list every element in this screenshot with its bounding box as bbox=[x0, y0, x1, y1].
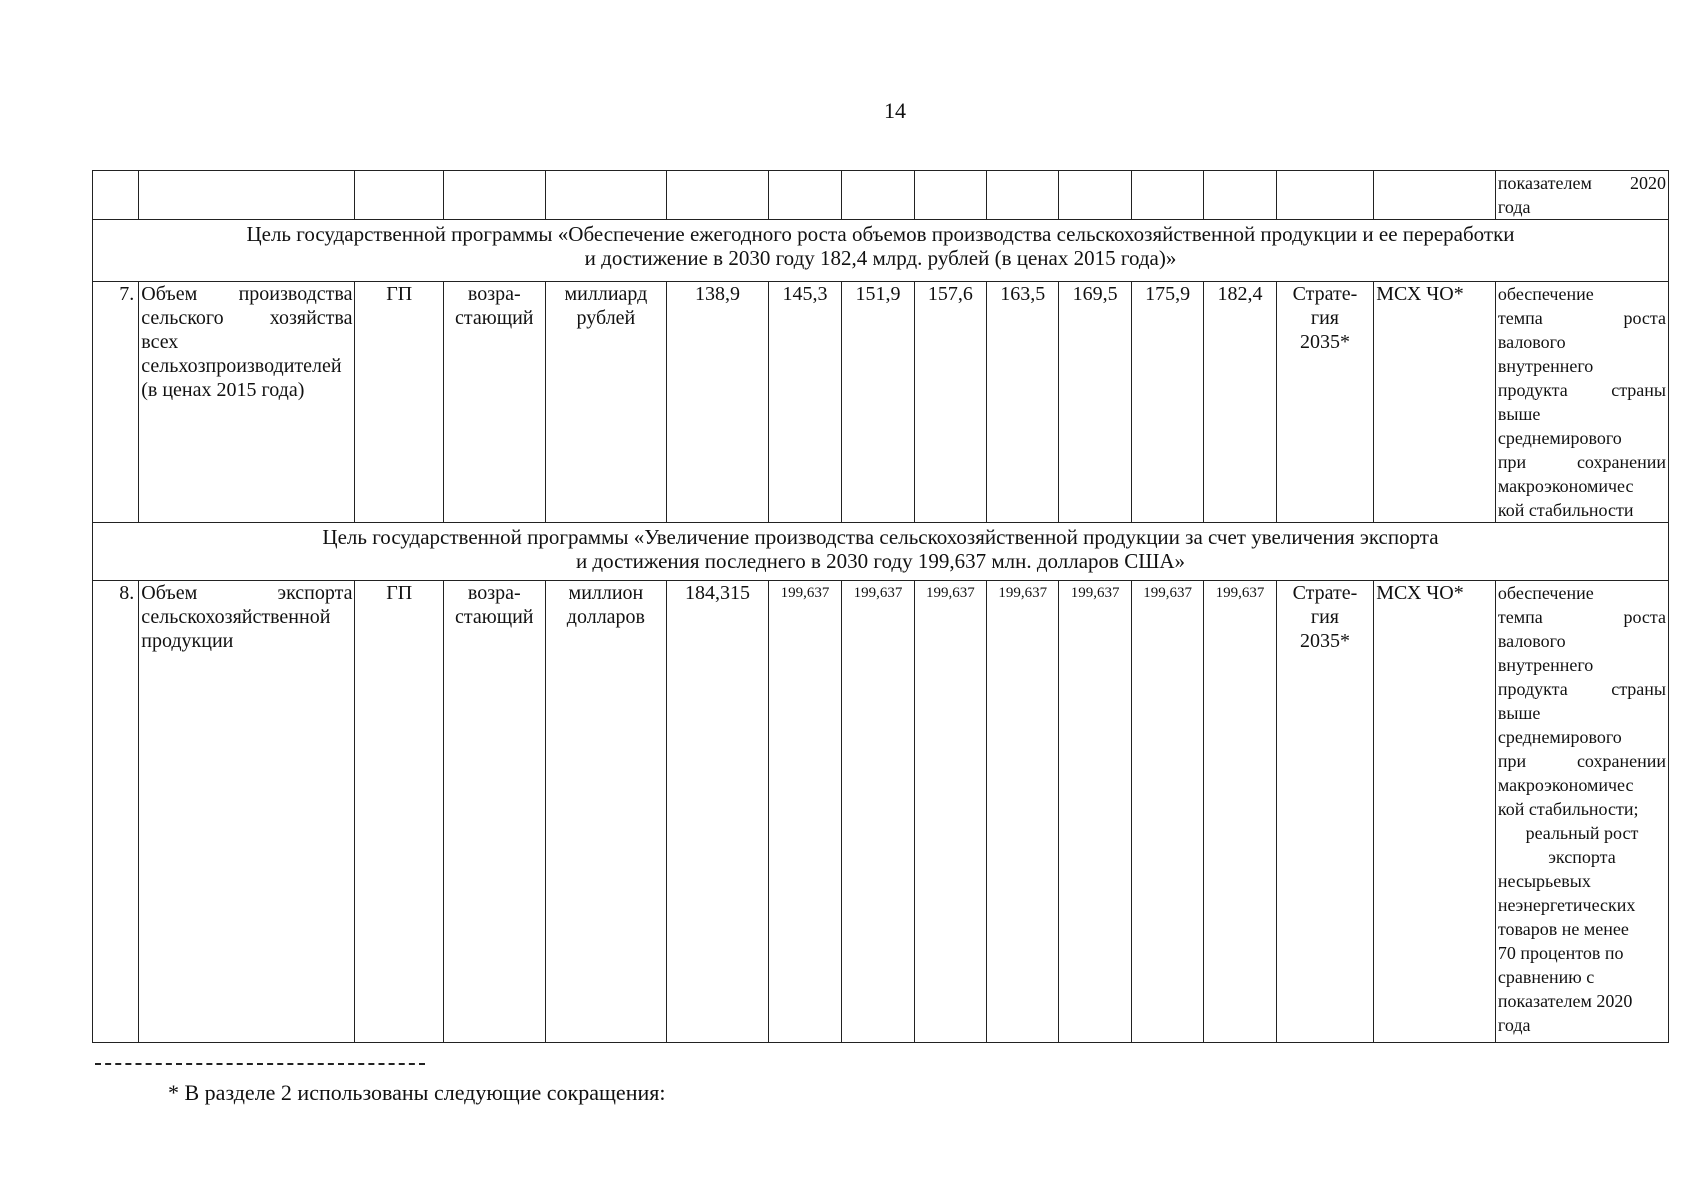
unit-line: долларов bbox=[566, 606, 645, 628]
note-line: выше bbox=[1497, 404, 1541, 424]
goal-heading-2-line1: Цель государственной программы «Увеличение производства сельскохозяйственной продукции за счет увеличения экспорта bbox=[322, 525, 1439, 549]
value-cell: 138,9 bbox=[667, 282, 769, 523]
note-line: валового bbox=[1497, 631, 1566, 651]
goal-heading-1-line2: и достижение в 2030 году 182,4 млрд. рублей (в ценах 2015 года)» bbox=[584, 246, 1177, 270]
value-cell: 157,6 bbox=[914, 282, 986, 523]
note-cell bbox=[1495, 282, 1668, 523]
source-line: 2035* bbox=[1299, 630, 1350, 652]
continuation-note-cell bbox=[1495, 171, 1668, 220]
source-line: Страте- bbox=[1292, 582, 1358, 604]
trend-line: возра- bbox=[467, 582, 521, 604]
note-line: обеспечение bbox=[1497, 284, 1594, 304]
unit-line: рублей bbox=[576, 307, 636, 329]
goal-heading-2 bbox=[93, 523, 1669, 581]
note-line: несырьевых bbox=[1497, 871, 1591, 891]
note-line: валового bbox=[1497, 332, 1566, 352]
indicators-table bbox=[92, 170, 1669, 1043]
note-line: макроэкономичес bbox=[1497, 476, 1634, 496]
source-line: гия bbox=[1310, 606, 1339, 628]
indicator-name: Объем производства сельского хозяйства всех сельхозпроизводителей (в ценах 2015 года) bbox=[139, 282, 355, 523]
value-cell: 199,637 bbox=[768, 581, 841, 1043]
continuation-note-line: показателем 2020 bbox=[1497, 173, 1666, 193]
trend-line: стающий bbox=[455, 606, 534, 628]
note-line: внутреннего bbox=[1497, 356, 1594, 376]
page-number: 14 bbox=[884, 98, 906, 123]
footnote-separator bbox=[95, 1063, 425, 1065]
note-line: при сохранении bbox=[1497, 751, 1666, 771]
note-line: товаров не менее bbox=[1497, 919, 1629, 939]
note-line: показателем 2020 bbox=[1497, 991, 1633, 1011]
indicator-name: Объем экспорта сельскохозяйственной продукции bbox=[139, 581, 355, 1043]
note-line: неэнергетических bbox=[1497, 895, 1636, 915]
source-document bbox=[1276, 282, 1374, 523]
value-cell: 199,637 bbox=[842, 581, 914, 1043]
source-line: 2035* bbox=[1299, 331, 1350, 353]
indicator-trend bbox=[443, 581, 545, 1043]
note-line: при сохранении bbox=[1497, 452, 1666, 472]
indicator-type: ГП bbox=[355, 282, 444, 523]
indicator-trend bbox=[443, 282, 545, 523]
indicator-type: ГП bbox=[355, 581, 444, 1043]
value-cell: 182,4 bbox=[1204, 282, 1276, 523]
source-line: гия bbox=[1310, 307, 1339, 329]
note-line: внутреннего bbox=[1497, 655, 1594, 675]
footnote: * В разделе 2 использованы следующие сокращения: bbox=[168, 1080, 666, 1105]
row-number: 7. bbox=[93, 282, 139, 523]
note-line: продукта страны bbox=[1497, 679, 1666, 699]
note-line: продукта страны bbox=[1497, 380, 1666, 400]
unit-line: миллион bbox=[568, 582, 644, 604]
value-cell: 199,637 bbox=[1059, 581, 1131, 1043]
unit-line: миллиард bbox=[564, 283, 648, 305]
value-cell: 199,637 bbox=[1131, 581, 1203, 1043]
value-cell: 199,637 bbox=[914, 581, 986, 1043]
note-cell bbox=[1495, 581, 1668, 1043]
row-number: 8. bbox=[93, 581, 139, 1043]
note-line: 70 процентов по bbox=[1497, 943, 1624, 963]
goal-heading-2-line2: и достижения последнего в 2030 году 199,637 млн. долларов США» bbox=[575, 549, 1186, 573]
goal-row bbox=[93, 523, 1669, 581]
continuation-note-line: года bbox=[1497, 197, 1531, 217]
value-cell: 145,3 bbox=[768, 282, 841, 523]
goal-heading-1-line1: Цель государственной программы «Обеспечение ежегодного роста объемов производства сельскохозяйственной продукции и ее переработки bbox=[246, 222, 1515, 246]
note-line: темпа роста bbox=[1497, 308, 1666, 328]
value-cell: 169,5 bbox=[1059, 282, 1131, 523]
trend-line: возра- bbox=[467, 283, 521, 305]
table-row-indicator-8 bbox=[93, 581, 1669, 1043]
note-line: кой стабильности bbox=[1497, 500, 1634, 520]
source-document bbox=[1276, 581, 1374, 1043]
value-cell: 163,5 bbox=[987, 282, 1059, 523]
table-row-indicator-7 bbox=[93, 282, 1669, 523]
note-line: сравнению с bbox=[1497, 967, 1595, 987]
indicator-unit bbox=[545, 581, 667, 1043]
note-line: реальный рост bbox=[1525, 823, 1639, 843]
note-line: кой стабильности; bbox=[1497, 799, 1639, 819]
note-line: обеспечение bbox=[1497, 583, 1594, 603]
value-cell: 175,9 bbox=[1131, 282, 1203, 523]
note-line: года bbox=[1497, 1015, 1531, 1035]
value-cell: 199,637 bbox=[987, 581, 1059, 1043]
responsible-body: МСХ ЧО* bbox=[1374, 282, 1496, 523]
goal-row bbox=[93, 220, 1669, 282]
source-line: Страте- bbox=[1292, 283, 1358, 305]
table-row-continuation bbox=[93, 171, 1669, 220]
goal-heading-1 bbox=[93, 220, 1669, 282]
value-cell: 151,9 bbox=[842, 282, 914, 523]
note-line: макроэкономичес bbox=[1497, 775, 1634, 795]
note-line: темпа роста bbox=[1497, 607, 1666, 627]
indicator-unit bbox=[545, 282, 667, 523]
responsible-body: МСХ ЧО* bbox=[1374, 581, 1496, 1043]
note-line: экспорта bbox=[1548, 847, 1616, 867]
note-line: среднемирового bbox=[1497, 428, 1622, 448]
trend-line: стающий bbox=[455, 307, 534, 329]
note-line: среднемирового bbox=[1497, 727, 1622, 747]
note-line: выше bbox=[1497, 703, 1541, 723]
value-cell: 184,315 bbox=[667, 581, 769, 1043]
value-cell: 199,637 bbox=[1204, 581, 1276, 1043]
